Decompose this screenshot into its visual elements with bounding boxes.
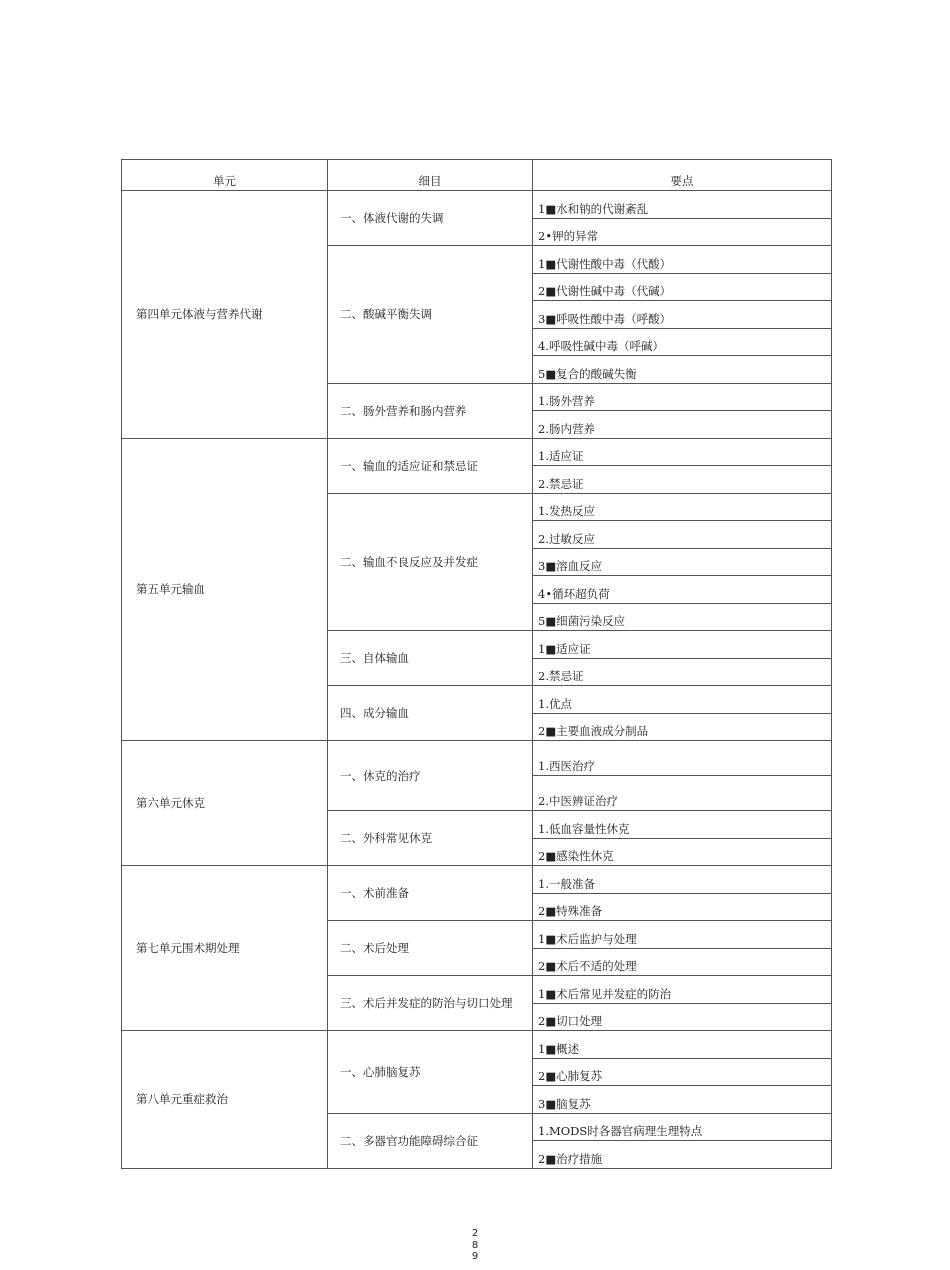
table-row: [122, 1031, 832, 1059]
page-number-digit: 9: [471, 1251, 479, 1262]
point-cell: 1.低血容量性休克: [533, 811, 832, 839]
point-cell: 1.一般准备: [533, 866, 832, 894]
point-cell: 1■概述: [533, 1031, 832, 1059]
item-cell: 一、休克的治疗: [328, 741, 533, 811]
page-number-digit: 8: [471, 1239, 479, 1251]
point-cell: 1.MODS时各器官病理生理特点: [533, 1113, 832, 1141]
item-cell: 四、成分输血: [328, 686, 533, 741]
point-cell: 1.肠外营养: [533, 383, 832, 411]
table-row: [122, 438, 832, 466]
point-cell: 1■适应证: [533, 631, 832, 659]
header-row: [122, 160, 832, 191]
item-cell: 一、体液代谢的失调: [328, 191, 533, 246]
point-cell: 2.肠内营养: [533, 411, 832, 439]
unit-cell: 第八单元重症救治: [122, 1031, 328, 1169]
point-cell: 2■术后不适的处理: [533, 948, 832, 976]
point-cell: 2■治疗措施: [533, 1141, 832, 1169]
point-cell: 1■水和钠的代谢紊乱: [533, 191, 832, 219]
item-cell: 二、术后处理: [328, 921, 533, 976]
item-cell: 一、心肺脑复苏: [328, 1031, 533, 1114]
header-point: 要点: [533, 160, 832, 191]
point-cell: 5■细菌污染反应: [533, 603, 832, 631]
point-cell: 3■溶血反应: [533, 548, 832, 576]
point-cell: 3■呼吸性酸中毒（呼酸）: [533, 301, 832, 329]
item-cell: 二、外科常见休克: [328, 811, 533, 866]
point-cell: 2■感染性休克: [533, 838, 832, 866]
point-cell: 1.优点: [533, 686, 832, 714]
point-cell: 5■复合的酸碱失衡: [533, 356, 832, 384]
point-cell: 2■主要血液成分制品: [533, 713, 832, 741]
table-body: [122, 191, 832, 1169]
point-cell: 2•钾的异常: [533, 218, 832, 246]
point-cell: 1■代谢性酸中毒（代酸）: [533, 246, 832, 274]
point-cell: 4•循环超负荷: [533, 576, 832, 604]
point-cell: 2.中医辨证治疗: [533, 776, 832, 811]
table-row: [122, 191, 832, 219]
point-cell: 1.西医治疗: [533, 741, 832, 776]
point-cell: 1.发热反应: [533, 493, 832, 521]
item-cell: 一、术前准备: [328, 866, 533, 921]
point-cell: 3■脑复苏: [533, 1086, 832, 1114]
item-cell: 三、自体输血: [328, 631, 533, 686]
point-cell: 2■切口处理: [533, 1003, 832, 1031]
table-row: [122, 741, 832, 776]
point-cell: 1.适应证: [533, 438, 832, 466]
item-cell: 一、输血的适应证和禁忌证: [328, 438, 533, 493]
point-cell: 2.禁忌证: [533, 466, 832, 494]
item-cell: 二、多器官功能障碍综合征: [328, 1113, 533, 1168]
syllabus-table: [121, 159, 832, 1169]
unit-cell: 第五单元输血: [122, 438, 328, 741]
point-cell: 2.禁忌证: [533, 658, 832, 686]
point-cell: 2.过敏反应: [533, 521, 832, 549]
table-row: [122, 866, 832, 894]
header-item: 细目: [328, 160, 533, 191]
point-cell: 2■代谢性碱中毒（代碱）: [533, 273, 832, 301]
page-number: [467, 1228, 483, 1263]
item-cell: 二、输血不良反应及并发症: [328, 493, 533, 631]
unit-cell: 第七单元围术期处理: [122, 866, 328, 1031]
unit-cell: 第六单元休克: [122, 741, 328, 866]
page-number-digit: 2: [471, 1228, 479, 1239]
header-unit: 单元: [122, 160, 328, 191]
item-cell: 三、术后并发症的防治与切口处理: [328, 976, 533, 1031]
point-cell: 1■术后常见并发症的防治: [533, 976, 832, 1004]
unit-cell: 第四单元体液与营养代谢: [122, 191, 328, 439]
item-cell: 二、酸碱平衡失调: [328, 246, 533, 384]
item-cell: 二、肠外营养和肠内营养: [328, 383, 533, 438]
point-cell: 2■心肺复苏: [533, 1058, 832, 1086]
point-cell: 4.呼吸性碱中毒（呼碱）: [533, 328, 832, 356]
point-cell: 2■特殊准备: [533, 893, 832, 921]
point-cell: 1■术后监护与处理: [533, 921, 832, 949]
